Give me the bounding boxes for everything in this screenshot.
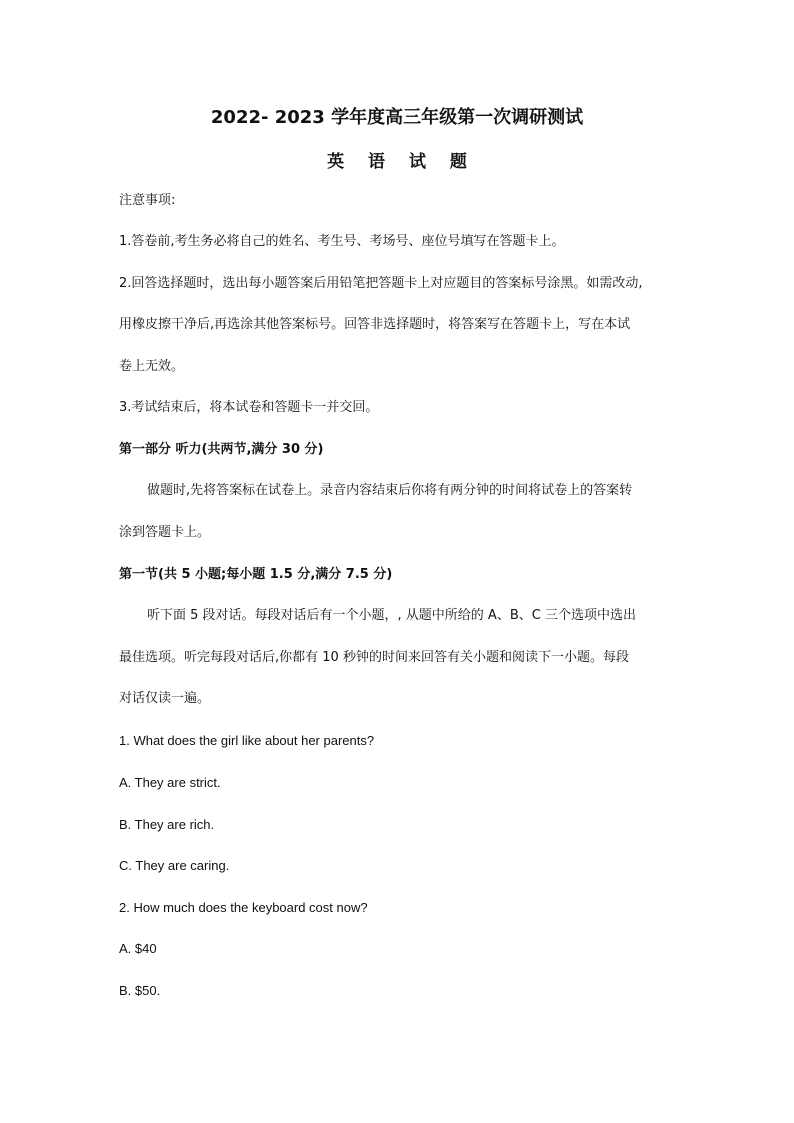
exam-title: 2022- 2023 学年度高三年级第一次调研测试 [210,107,584,128]
section1-instruction-line-2: 最佳选项。听完每段对话后,你都有 10 秒钟的时间来回答有关小题和阅读下一小题。每段 [119,650,629,665]
section1-instruction-line-1: 听下面 5 段对话。每段对话后有一个小题，, 从题中所给的 A、B、C 三个选项中选出 [147,608,636,623]
question-2-option-a: A. $40 [119,941,157,956]
question-1: 1. What does the girl like about her parents? [119,733,375,748]
question-2-option-b: B. $50. [119,983,161,998]
notice-heading: 注意事项: [119,193,176,208]
notice-item-2-line-2: 用橡皮擦干净后,再选涂其他答案标号。回答非选择题时，将答案写在答题卡上，写在本试 [119,317,631,332]
question-1-option-a: A. They are strict. [119,775,221,790]
notice-item-2-line-3: 卷上无效。 [119,359,185,374]
question-1-option-b: B. They are rich. [119,817,215,832]
section1-instruction-line-3: 对话仅读一遍。 [119,691,211,706]
question-1-option-c: C. They are caring. [119,858,230,873]
part1-heading: 第一部分 听力(共两节,满分 30 分) [119,442,324,457]
part1-intro-line-2: 涂到答题卡上。 [119,525,211,540]
question-2: 2. How much does the keyboard cost now? [119,900,368,915]
section1-heading: 第一节(共 5 小题;每小题 1.5 分,满分 7.5 分) [119,567,393,582]
notice-item-2-line-1: 2.回答选择题时，选出每小题答案后用铅笔把答题卡上对应题目的答案标号涂黑。如需改动, [119,276,643,291]
part1-intro-line-1: 做题时,先将答案标在试卷上。录音内容结束后你将有两分钟的时间将试卷上的答案转 [147,483,633,498]
notice-item-1: 1.答卷前,考生务必将自己的姓名、考生号、考场号、座位号填写在答题卡上。 [119,234,565,249]
notice-item-3: 3.考试结束后，将本试卷和答题卡一并交回。 [119,400,379,415]
exam-subject: 英 语 试 题 [327,152,476,172]
